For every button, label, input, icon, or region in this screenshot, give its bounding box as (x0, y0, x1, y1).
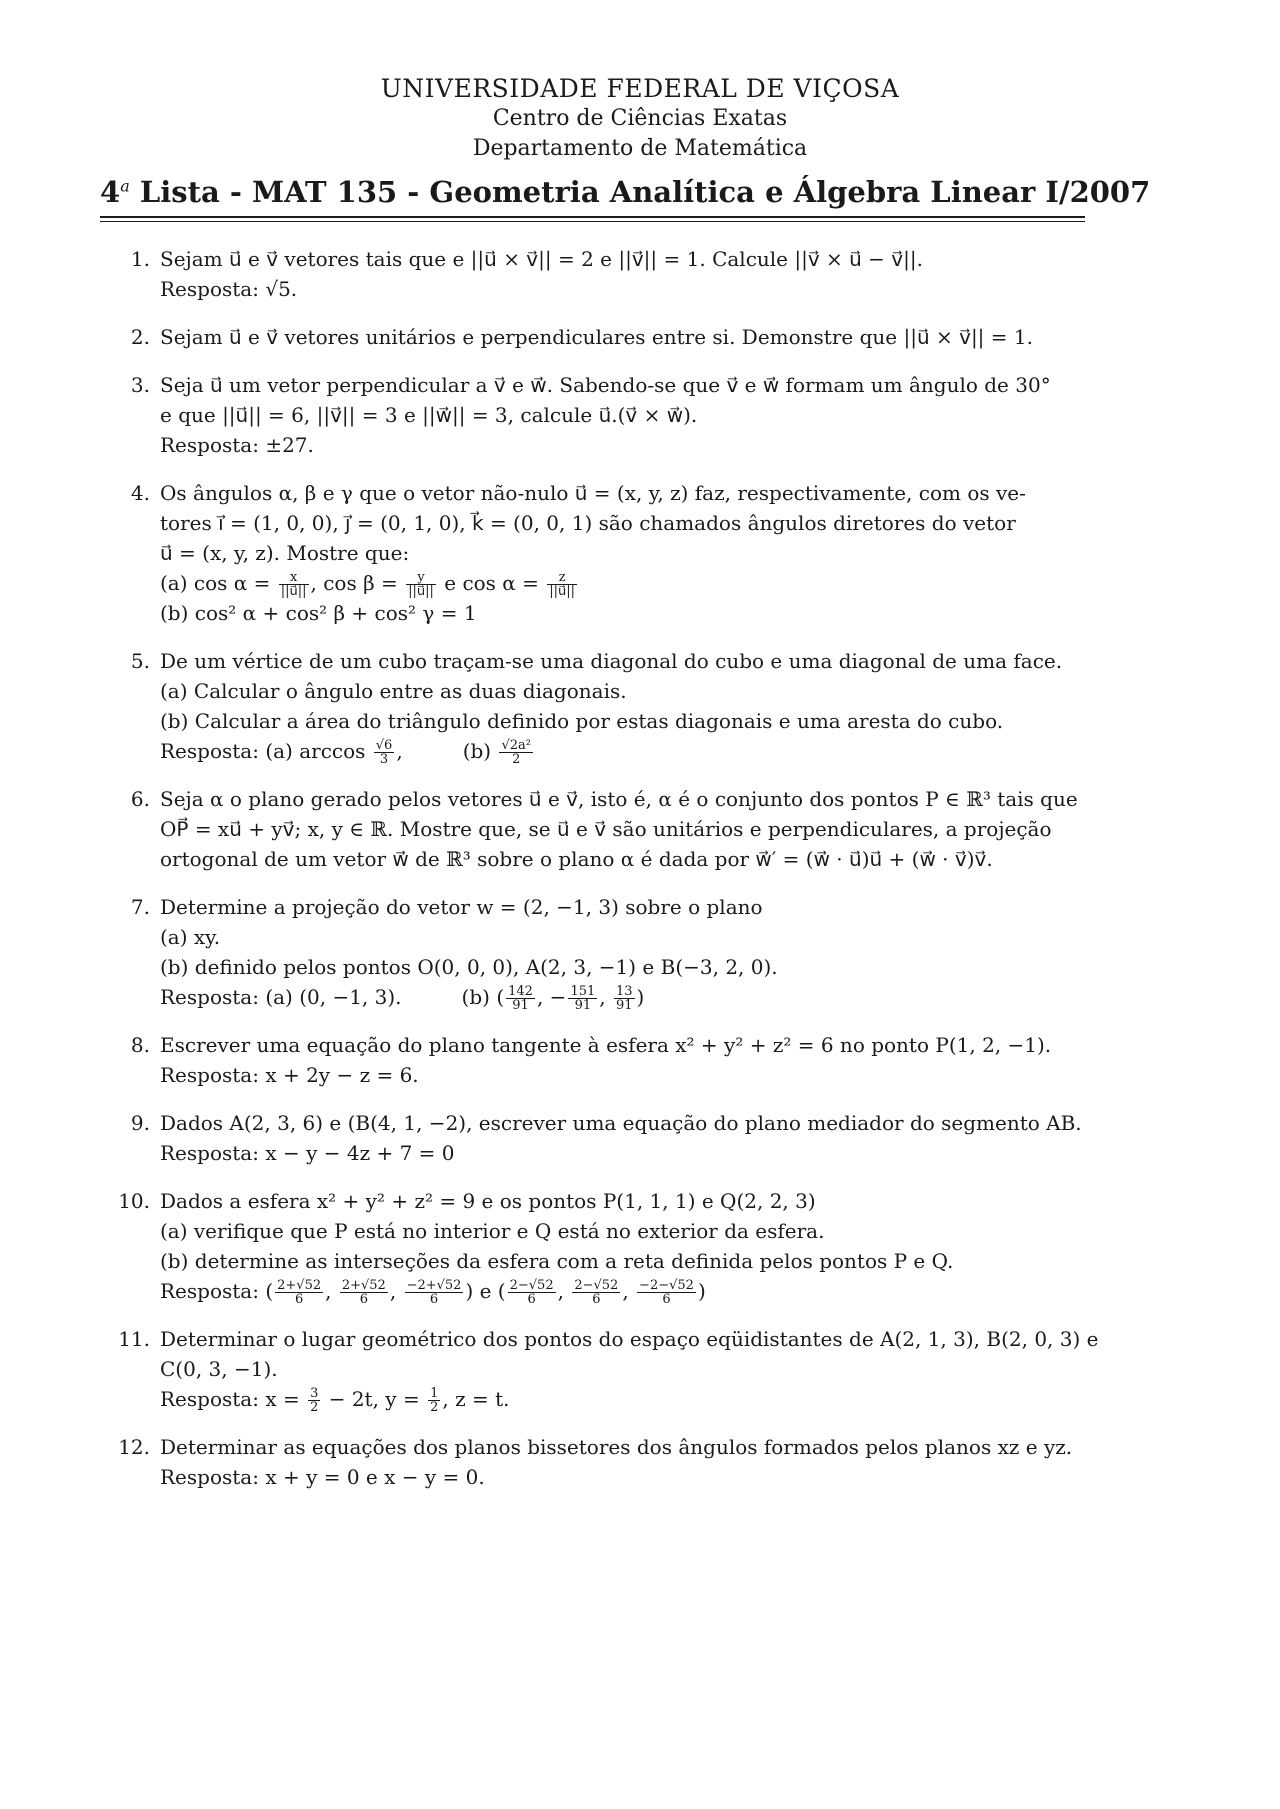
problem-number: 9. (130, 1111, 150, 1135)
title-ordinal-sup: a (120, 176, 130, 196)
problem-line: Os ângulos α, β e γ que o vetor não-nulo u⃗ = (x, y, z) faz, respectivamente, com os ve- (160, 481, 1026, 505)
answer-line: Resposta: ±27. (160, 433, 314, 457)
department-name: Departamento de Matemática (472, 136, 808, 161)
separator: , (325, 1279, 338, 1303)
answer-text: , z = t. (442, 1387, 510, 1411)
numerator: √6 (375, 738, 393, 753)
denominator: 6 (429, 1292, 439, 1307)
numerator: √2a² (501, 738, 531, 753)
problem-line: Determinar o lugar geométrico dos pontos do espaço eqüidistantes de A(2, 1, 3), B(2, 0, 3) e (160, 1327, 1099, 1351)
denominator: 91 (615, 998, 633, 1013)
problem-line: OP⃗ = xu⃗ + yv⃗; x, y ∈ ℝ. Mostre que, se u⃗ e v⃗ são unitários e perpendiculares, a projeção (160, 817, 1052, 841)
item-a: (a) verifique que P está no interior e Q está no exterior da esfera. (160, 1219, 825, 1243)
item-a: (a) Calcular o ângulo entre as duas diagonais. (160, 679, 627, 703)
problem-number: 8. (130, 1033, 150, 1057)
connector: ) e ( (465, 1279, 506, 1303)
denominator: 91 (574, 998, 592, 1013)
denominator: 2 (310, 1400, 319, 1415)
problem-line: Seja α o plano gerado pelos vetores u⃗ e v⃗, isto é, α é o conjunto dos pontos P ∈ ℝ³ tais que (160, 787, 1078, 811)
item-a-prefix: (a) cos α = (160, 571, 277, 595)
item-a-text: , cos β = (310, 571, 405, 595)
answer-prefix: Resposta: (a) (0, −1, 3). (160, 985, 402, 1009)
denominator: 2 (430, 1400, 439, 1415)
denominator: 2 (512, 752, 521, 767)
problem-10 (100, 1186, 1140, 1306)
separator: , (557, 1279, 571, 1303)
page-title (100, 175, 1151, 209)
problem-number: 2. (130, 325, 150, 349)
item-b: (b) determine as interseções da esfera com a reta definida pelos pontos P e Q. (160, 1249, 954, 1273)
denominator: ||u⃗|| (408, 584, 434, 599)
problem-line: tores i⃗ = (1, 0, 0), j⃗ = (0, 1, 0), k⃗ = (0, 0, 1) são chamados ângulos diretores do vetor (160, 511, 1016, 535)
problem-number: 7. (130, 895, 150, 919)
fraction (506, 985, 535, 1012)
problem-line: Escrever uma equação do plano tangente à esfera x² + y² + z² = 6 no ponto P(1, 2, −1). (160, 1033, 1052, 1057)
center-name: Centro de Ciências Exatas (492, 106, 788, 131)
answer-text: − 2t, y = (322, 1387, 427, 1411)
numerator: 2+√52 (277, 1278, 322, 1293)
numerator: 2−√52 (509, 1278, 554, 1293)
answer-prefix: Resposta: x = (160, 1387, 307, 1411)
fraction (499, 739, 533, 766)
numerator: y (406, 571, 436, 585)
problem-3 (100, 370, 1140, 460)
answer-b-label: (b) (462, 739, 498, 763)
fraction (275, 1279, 323, 1306)
item-a (160, 568, 1140, 598)
denominator: 6 (294, 1292, 304, 1307)
fraction (428, 1387, 440, 1414)
problem-line: Sejam u⃗ e v⃗ vetores unitários e perpendiculares entre si. Demonstre que ||u⃗ × v⃗|| = 1. (160, 325, 1033, 349)
problem-line: C(0, 3, −1). (160, 1357, 278, 1381)
item-b: (b) cos² α + cos² β + cos² γ = 1 (160, 601, 477, 625)
denominator: ||u⃗|| (280, 584, 307, 599)
answer-prefix: Resposta: ( (160, 1279, 274, 1303)
problem-line: Dados a esfera x² + y² + z² = 9 e os pontos P(1, 1, 1) e Q(2, 2, 3) (160, 1189, 816, 1213)
problem-line: ortogonal de um vetor w⃗ de ℝ³ sobre o plano α é dada por w⃗′ = (w⃗ · u⃗)u⃗ + (w⃗ · v⃗)v⃗. (160, 847, 993, 871)
problem-line: Sejam u⃗ e v⃗ vetores tais que e ||u⃗ × v⃗|| = 2 e ||v⃗|| = 1. Calcule ||v⃗ × u⃗ − v⃗||. (160, 247, 923, 271)
problem-number: 5. (130, 649, 150, 673)
title-ordinal: 4 (100, 175, 121, 209)
problem-4 (100, 478, 1140, 628)
problem-line: e que ||u⃗|| = 6, ||v⃗|| = 3 e ||w⃗|| = 3, calcule u⃗.(v⃗ × w⃗). (160, 403, 698, 427)
problem-6 (100, 784, 1140, 874)
university-name: UNIVERSIDADE FEDERAL DE VIÇOSA (380, 74, 900, 103)
answer-line: Resposta: x + 2y − z = 6. (160, 1063, 419, 1087)
item-b: (b) definido pelos pontos O(0, 0, 0), A(2, 3, −1) e B(−3, 2, 0). (160, 955, 778, 979)
fraction (547, 571, 577, 598)
fraction (340, 1279, 388, 1306)
problem-7 (100, 892, 1140, 1012)
numerator: −2+√52 (406, 1278, 462, 1293)
problem-line: Dados A(2, 3, 6) e (B(4, 1, −2), escrever uma equação do plano mediador do segmento AB. (160, 1111, 1082, 1135)
denominator: 6 (662, 1292, 671, 1307)
numerator: 2−√52 (574, 1278, 619, 1293)
separator: , (622, 1279, 636, 1303)
numerator: 3 (310, 1386, 319, 1401)
answer-line: Resposta: x − y − 4z + 7 = 0 (160, 1141, 455, 1165)
answer-line (160, 982, 1140, 1012)
numerator: 1 (430, 1386, 439, 1401)
problem-number: 10. (118, 1189, 150, 1213)
problem-list (100, 244, 1140, 1510)
fraction (279, 571, 309, 598)
numerator: 2+√52 (341, 1278, 386, 1293)
problem-number: 1. (130, 247, 150, 271)
problem-line: u⃗ = (x, y, z). Mostre que: (160, 541, 410, 565)
problem-line: Seja u⃗ um vetor perpendicular a v⃗ e w⃗. Sabendo-se que v⃗ e w⃗ formam um ângulo de 30° (160, 373, 1051, 397)
answer-b-label: (b) ( (461, 985, 505, 1009)
answer-line (160, 736, 1140, 766)
paren-close: ) (697, 1279, 706, 1303)
answer-line (160, 1276, 1140, 1306)
item-a-text: e cos α = (437, 571, 546, 595)
answer-line: Resposta: √5. (160, 277, 298, 301)
denominator: 3 (379, 752, 389, 767)
problem-5 (100, 646, 1140, 766)
title-rule-thick (100, 216, 1085, 218)
fraction (405, 1279, 464, 1306)
fraction (568, 985, 597, 1012)
fraction (374, 739, 395, 766)
fraction (508, 1279, 556, 1306)
problem-line: Determinar as equações dos planos bissetores dos ângulos formados pelos planos xz e yz. (160, 1435, 1073, 1459)
fraction (406, 571, 436, 598)
fraction (572, 1279, 620, 1306)
problem-8 (100, 1030, 1140, 1090)
denominator: 91 (512, 998, 529, 1013)
numerator: 151 (570, 984, 596, 999)
fraction (614, 985, 635, 1012)
answer-line: Resposta: x + y = 0 e x − y = 0. (160, 1465, 485, 1489)
problem-line: De um vértice de um cubo traçam-se uma diagonal do cubo e uma diagonal de uma face. (160, 649, 1063, 673)
problem-number: 6. (130, 787, 150, 811)
numerator: 13 (615, 984, 633, 999)
denominator: 6 (359, 1292, 368, 1307)
problem-11 (100, 1324, 1140, 1414)
numerator: −2−√52 (639, 1278, 694, 1293)
paren-close: ) (636, 985, 645, 1009)
numerator: x (279, 571, 309, 585)
problem-number: 12. (118, 1435, 150, 1459)
problem-number: 4. (130, 481, 150, 505)
problem-2 (100, 322, 1140, 352)
title-rule-thin (100, 221, 1085, 222)
separator: , (389, 1279, 403, 1303)
item-a: (a) xy. (160, 925, 221, 949)
problem-number: 3. (130, 373, 150, 397)
problem-number: 11. (118, 1327, 150, 1351)
answer-line (160, 1384, 1140, 1414)
denominator: ||u⃗|| (549, 584, 576, 599)
problem-9 (100, 1108, 1140, 1168)
problem-line: Determine a projeção do vetor w = (2, −1, 3) sobre o plano (160, 895, 763, 919)
item-b: (b) Calcular a área do triângulo definido por estas diagonais e uma aresta do cubo. (160, 709, 1004, 733)
fraction (637, 1279, 696, 1306)
denominator: 6 (527, 1292, 536, 1307)
separator: , (599, 985, 612, 1009)
numerator: z (547, 571, 577, 585)
separator: , − (536, 985, 567, 1009)
separator: , (396, 739, 403, 763)
numerator: 142 (508, 984, 533, 999)
problem-12 (100, 1432, 1140, 1492)
denominator: 6 (592, 1292, 601, 1307)
fraction (308, 1387, 320, 1414)
title-text: Lista - MAT 135 - Geometria Analítica e Álgebra Linear I/2007 (129, 175, 1151, 209)
problem-1 (100, 244, 1140, 304)
answer-prefix: Resposta: (a) arccos (160, 739, 372, 763)
